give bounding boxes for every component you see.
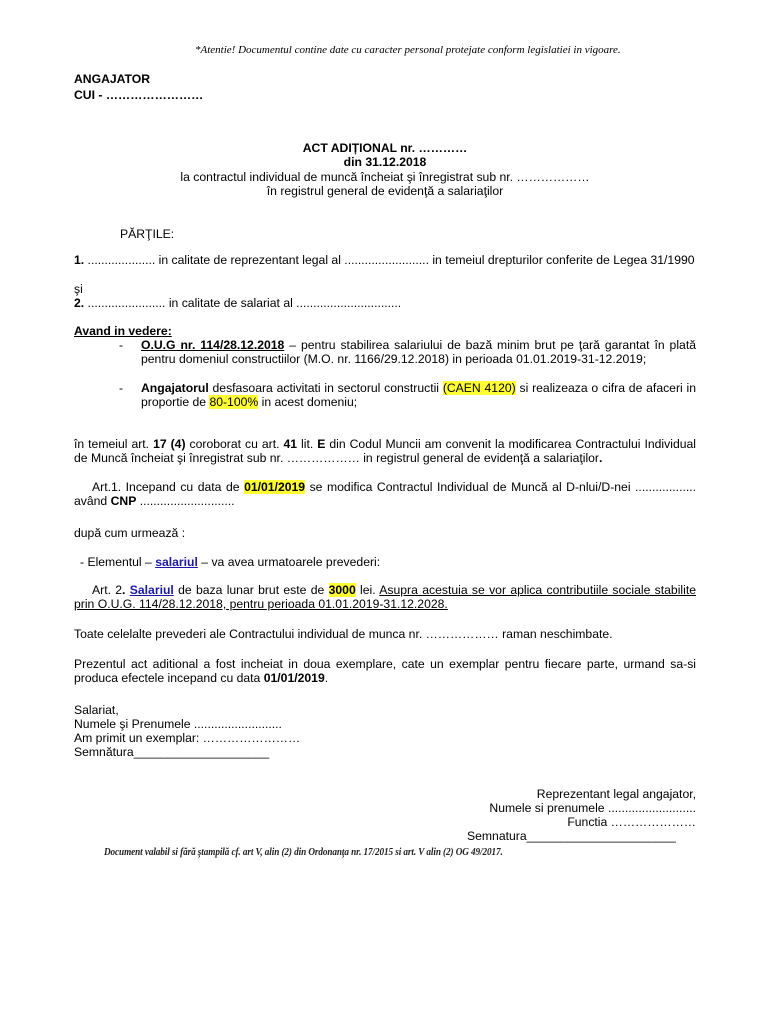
copies-paragraph [74,657,696,685]
considering-heading: Avand in vedere: [74,324,172,338]
art2-contributions: Asupra acestuia se vor aplica contributiile sociale stabilite prin O.U.G. 114/28.12.2018, pentru perioada 01.01.2019-31.12.2028. [74,583,696,611]
employee-name-field: Numele şi Prenumele .......................... [74,717,282,731]
privacy-notice: *Atentie! Documentul contine date cu caracter personal protejate conform legislatiei in vigoare. [195,44,621,56]
art1-text-c: ............................ [136,494,235,508]
basis-article-17: 17 (4) [153,437,186,451]
salary-link[interactable]: salariul [155,555,198,569]
and-word: şi [74,282,83,296]
basis-text-c: coroborat cu art. [185,437,284,451]
article-1 [74,480,696,508]
considering-item-1 [141,338,696,366]
art1-cnp: CNP [110,494,137,508]
act-registry: în registrul general de evidenţă a salariaţilor [266,184,504,198]
copies-text: Prezentul act aditional a fost incheiat in doua exemplare, cate un exemplar pentru fiecare parte, urmand sa-si produca efectele incepand cu data [74,657,696,685]
party-1-number: 1. [74,253,85,267]
considering-item-2 [141,381,696,409]
art2-label: Art. 2 [92,583,123,597]
considering-item-2-text-b: si realizeaza o cifra de afaceri in proportie de [141,381,697,409]
party-2 [74,296,696,310]
party-1-text: .................... in calitate de reprezentant legal al ......................... in temeiul drepturilor conferite de Legea 31/1990 [84,253,695,267]
employer-heading: ANGAJATOR [74,72,151,86]
follows-text: după cum urmează : [74,526,186,540]
basis-text-e: lit. [297,437,318,451]
considering-item-1-text: – pentru stabilirea salariului de bază minim brut pe ţară garantat în plată pentru domeniul constructiilor (M.O. nr. 1166/29.12.2018) in perioada 01.01.2019-31-12.2019; [141,338,696,366]
employee-signature-line: Semnătura____________________ [74,745,270,759]
employee-copy-received: Am primit un exemplar: …………………… [74,731,301,745]
caen-code: (CAEN 4120) [442,381,516,395]
bullet-dash-2: - [119,381,124,395]
validity-footer: Document valabil si fără ştampilă cf. art V, alin (2) din Ordonanţa nr. 17/2015 si art. V alin (2) OG 49/2017. [104,847,503,858]
rep-label: Reprezentant legal angajator, [536,787,696,801]
rep-name-field: Numele si prenumele .......................... [489,801,696,815]
oug-reference: O.U.G nr. 114/28.12.2018 [141,338,285,352]
basis-text-a: în temeiul art. [74,437,154,451]
element-text-b: – va avea urmatoarele prevederi: [197,555,381,569]
considering-item-2-text-a: desfasoara activitati in sectorul constructii [208,381,443,395]
basis-end: . [598,451,603,465]
art1-date: 01/01/2019 [244,480,306,494]
art2-text-b: de baza lunar brut este de [173,583,329,597]
basis-letter: E [317,437,326,451]
art1-text-a: Art.1. Incepand cu data de [92,480,245,494]
act-title: ACT ADIȚIONAL nr. ………… [302,141,468,155]
art2-text-c: lei. [355,583,380,597]
element-text-a: - Elementul – [80,555,156,569]
basis-article-41: 41 [283,437,298,451]
employer-cui: CUI - …………………… [74,88,204,102]
employer-label: Angajatorul [141,381,209,395]
copies-end: . [324,671,329,685]
parties-heading: PĂRŢILE: [120,227,175,241]
art1-text-b: se modifica Contractul Individual de Muncă al D-nlui/D-nei .................. având [74,480,696,508]
art2-dot: . [122,583,130,597]
article-2 [74,583,696,611]
legal-basis [74,437,696,465]
employee-label: Salariat, [74,703,119,717]
basis-text-g: din Codul Muncii am convenit la modificarea Contractului Individual de Muncă încheiat şi înregistrat sub nr. ……………… in registrul general de evidenţă a salariaţilor [74,437,696,465]
salary-amount: 3000 [328,583,356,597]
salary-link-2[interactable]: Salariul [129,583,174,597]
party-2-number: 2. [74,296,85,310]
bullet-dash-1: - [119,338,124,352]
turnover-percentage: 80-100% [209,395,259,409]
party-2-text: ....................... in calitate de salariat al ............................... [84,296,402,310]
party-1 [74,253,696,267]
other-provisions: Toate celelalte prevederi ale Contractului individual de munca nr. ……………… raman neschimbate. [74,627,613,641]
salary-element [80,555,380,569]
act-date: din 31.12.2018 [343,155,427,169]
rep-signature-line: Semnatura______________________ [467,829,676,843]
rep-function-field: Functia ………………… [567,815,696,829]
act-subtitle: la contractul individual de muncă încheiat şi înregistrat sub nr. ……………… [180,170,590,184]
copies-date: 01/01/2019 [263,671,325,685]
considering-item-2-text-c: in acest domeniu; [258,395,358,409]
